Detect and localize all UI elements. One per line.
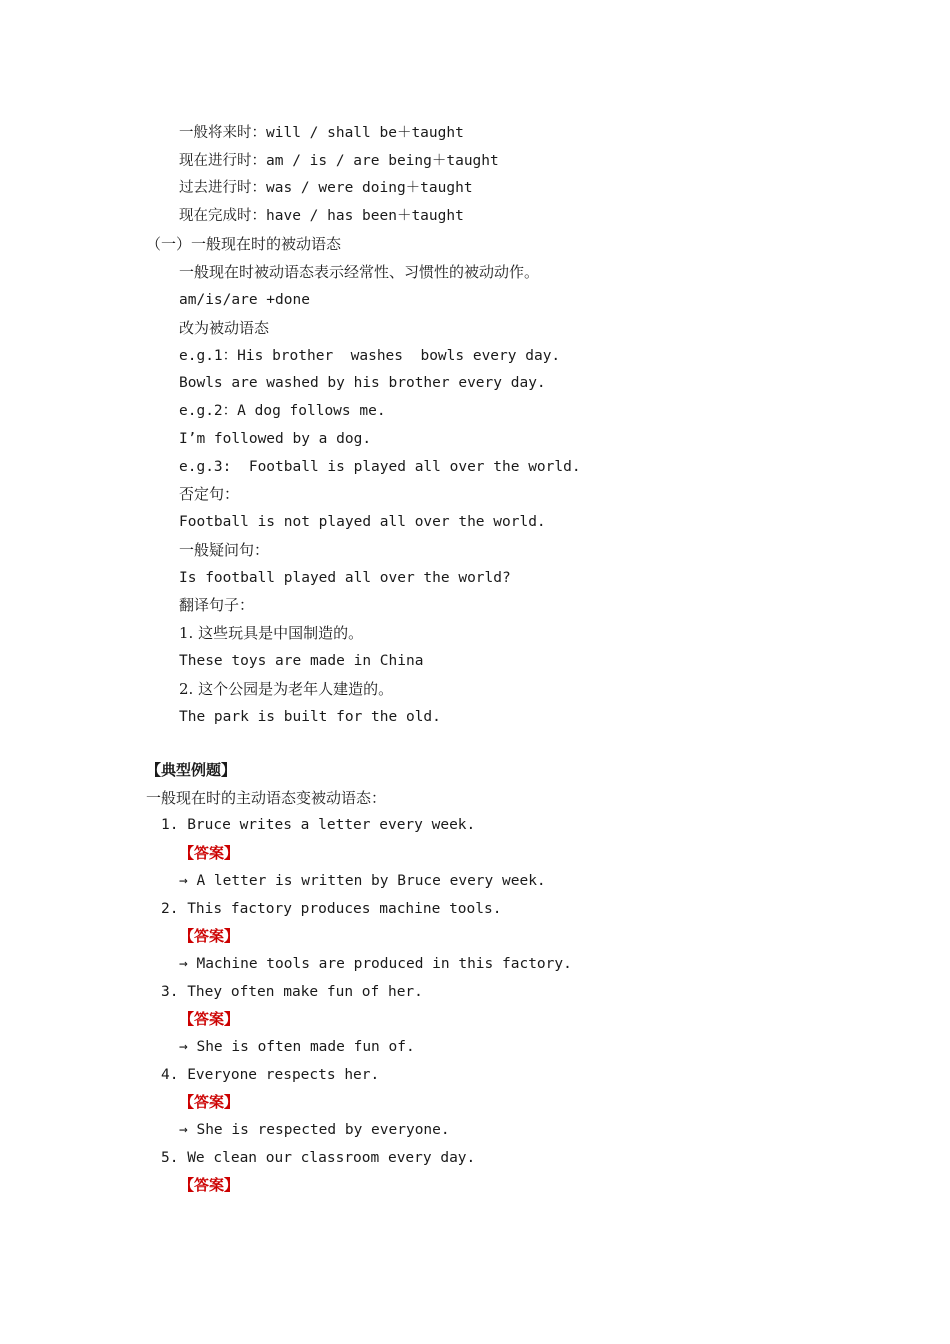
example-1-passive: Bowls are washed by his brother every day.	[179, 375, 546, 391]
answer-1: → A letter is written by Bruce every week.	[179, 873, 546, 889]
translation-1: 1. 这些玩具是中国制造的。	[179, 624, 364, 642]
example-2: e.g.2：A dog follows me.	[179, 403, 386, 419]
answer-2: → Machine tools are produced in this factory.	[179, 956, 572, 972]
section-formula: am/is/are +done	[179, 292, 310, 308]
translate-label: 翻译句子：	[179, 596, 255, 614]
question-4: 4. Everyone respects her.	[161, 1067, 380, 1083]
question-label: 一般疑问句：	[179, 541, 270, 559]
tense-present-continuous: 现在进行时：am / is / are being＋taught	[179, 153, 499, 169]
tense-past-continuous: 过去进行时：was / were doing＋taught	[179, 180, 473, 196]
question-3: 3. They often make fun of her.	[161, 984, 423, 1000]
translation-2-english: The park is built for the old.	[179, 709, 441, 725]
negative-label: 否定句：	[179, 485, 240, 503]
section-description: 一般现在时被动语态表示经常性、习惯性的被动动作。	[179, 263, 540, 281]
example-3: e.g.3: Football is played all over the world.	[179, 459, 581, 475]
tense-present-perfect: 现在完成时：have / has been＋taught	[179, 208, 464, 224]
example-1: e.g.1：His brother washes bowls every day.	[179, 348, 561, 364]
change-label: 改为被动语态	[179, 319, 270, 337]
negative-sentence: Football is not played all over the world.	[179, 514, 546, 530]
question-1: 1. Bruce writes a letter every week.	[161, 817, 476, 833]
translation-2: 2. 这个公园是为老年人建造的。	[179, 680, 394, 698]
question-5: 5. We clean our classroom every day.	[161, 1150, 476, 1166]
answer-label: 【答案】	[179, 1010, 240, 1028]
answer-3: → She is often made fun of.	[179, 1039, 415, 1055]
translation-1-english: These toys are made in China	[179, 653, 424, 669]
answer-label: 【答案】	[179, 844, 240, 862]
tense-future: 一般将来时：will / shall be＋taught	[179, 125, 464, 141]
section-title: （一）一般现在时的被动语态	[146, 235, 342, 253]
typical-heading: 【典型例题】	[146, 761, 237, 779]
answer-4: → She is respected by everyone.	[179, 1122, 450, 1138]
question-sentence: Is football played all over the world?	[179, 570, 511, 586]
answer-label: 【答案】	[179, 1176, 240, 1194]
example-2-passive: I’m followed by a dog.	[179, 431, 372, 447]
question-2: 2. This factory produces machine tools.	[161, 901, 502, 917]
answer-label: 【答案】	[179, 1093, 240, 1111]
answer-label: 【答案】	[179, 927, 240, 945]
typical-instruction: 一般现在时的主动语态变被动语态：	[146, 789, 387, 807]
